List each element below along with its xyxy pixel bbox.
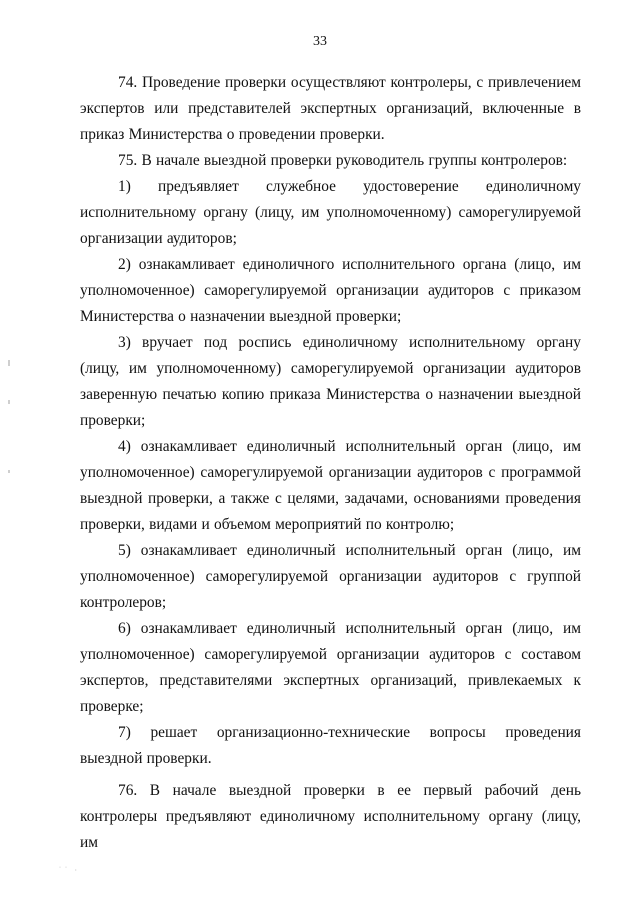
document-body — [80, 70, 581, 856]
scan-artifact — [8, 360, 10, 366]
list-item-4: 4) ознакамливает единоличный исполнительный орган (лицо, им уполномоченное) саморегулируемой организации аудиторов с программой выездной проверки, а также с целями, задачами, основаниями проведения проверки, видами и объемом мероприятий по контролю; — [80, 438, 581, 533]
list-item-3: 3) вручает под роспись единоличному исполнительному органу (лицу, им уполномоченному) саморегулируемой организации аудиторов заверенную печатью копию приказа Министерства о назначении выездной проверки; — [80, 334, 581, 429]
list-item-1: 1) предъявляет служебное удостоверение единоличному исполнительному органу (лицу, им уполномоченному) саморегулируемой организации аудиторов; — [80, 178, 581, 247]
paragraph-76: 76. В начале выездной проверки в ее первый рабочий день контролеры предъявляют единоличному исполнительному органу (лицу, им — [80, 782, 581, 851]
page-number: 33 — [313, 34, 327, 49]
scan-artifact — [8, 400, 10, 404]
list-item-2: 2) ознакамливает единоличного исполнительного органа (лицо, им уполномоченное) саморегулируемой организации аудиторов с приказом Министерства о назначении выездной проверки; — [80, 256, 581, 325]
paragraph-75: 75. В начале выездной проверки руководитель группы контролеров: — [118, 152, 568, 169]
list-item-5: 5) ознакамливает единоличный исполнительный орган (лицо, им уполномоченное) саморегулируемой организации аудиторов с группой контролеров; — [80, 542, 581, 611]
list-item-7: 7) решает организационно-технические вопросы проведения выездной проверки. — [80, 724, 581, 767]
list-item-6: 6) ознакамливает единоличный исполнительный орган (лицо, им уполномоченное) саморегулируемой организации аудиторов с составом экспертов, представителями экспертных организаций, привлекаемых к проверке; — [80, 620, 581, 715]
scan-artifact — [8, 470, 10, 473]
scan-corner-marks: ˙˙ · — [58, 866, 80, 875]
paragraph-74: 74. Проведение проверки осуществляют контролеры, с привлечением экспертов или представителей экспертных организаций, включенные в приказ Министерства о проведении проверки. — [80, 74, 581, 143]
